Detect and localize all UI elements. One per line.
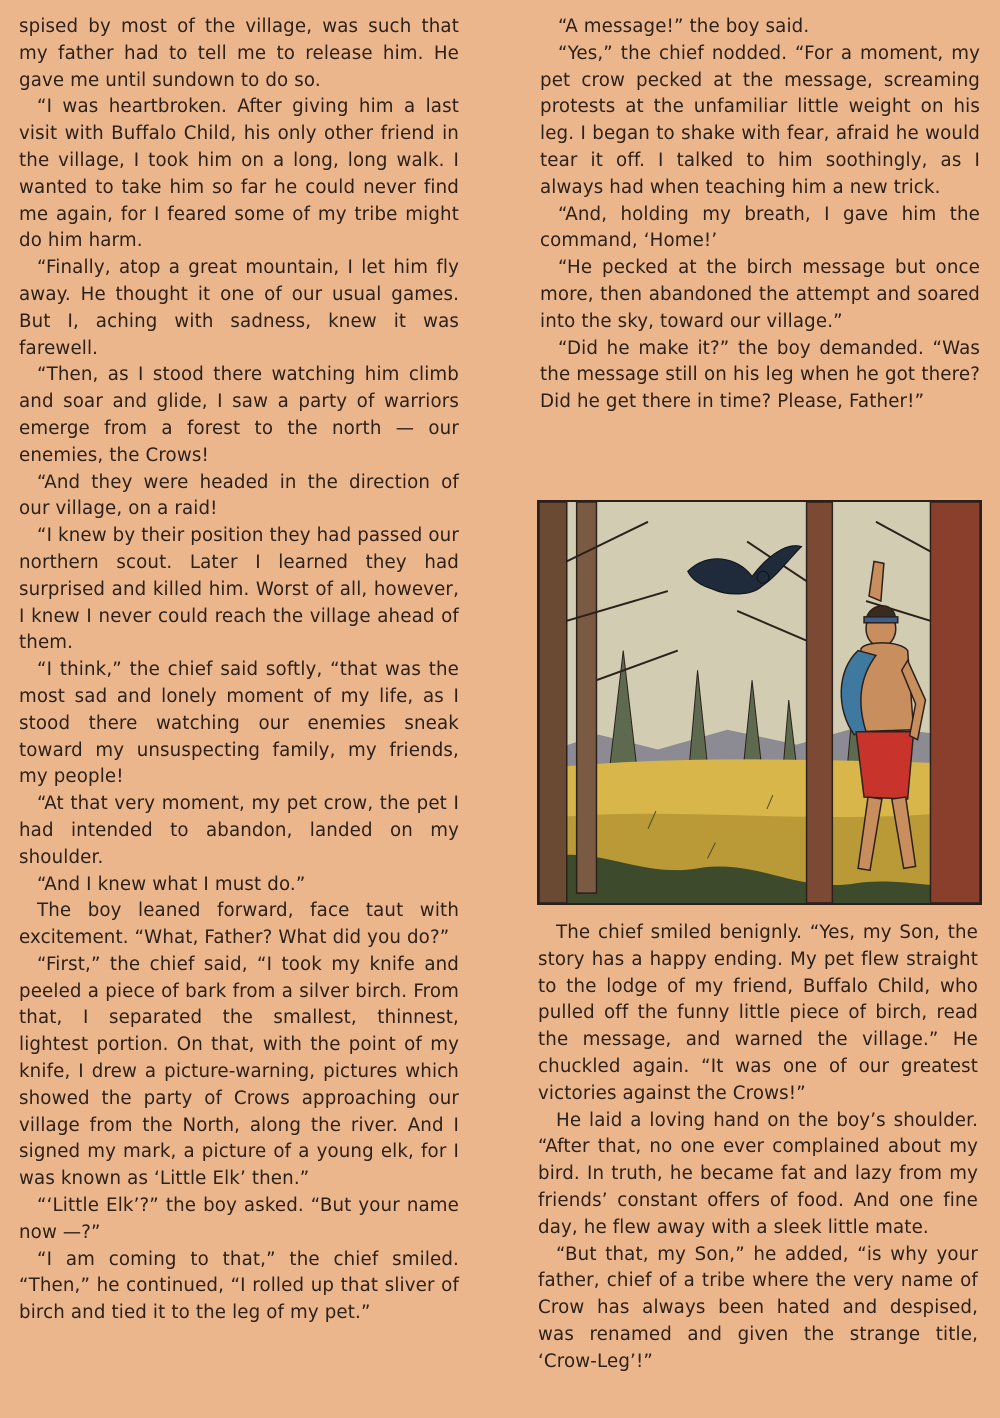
left-text-column (19, 14, 459, 1327)
paragraph: “I am coming to that,” the chief smiled. “Then,” he continued, “I rolled up that sliver of birch and tied it to the leg of my pet.” (19, 1248, 459, 1324)
paragraph: “I was heartbroken. After giving him a last visit with Buffalo Child, his only other friend in the village, I took him on a long, long walk. I wanted to take him so far he could never find me again, for I feared some of my tribe might do him harm. (19, 96, 459, 252)
paragraph: “Finally, atop a great mountain, I let him fly away. He thought it one of our usual games. But I, aching with sadness, knew it was farewell. (19, 257, 459, 359)
right-text-column-top (540, 14, 980, 416)
paragraph: “Did he make it?” the boy demanded. “Was the message still on his leg when he got there? Did he get there in time? Please, Father!” (540, 337, 980, 413)
paragraph: He laid a loving hand on the boy’s shoulder. “After that, no one ever complained about my bird. In truth, he became fat and lazy from my friends’ constant offers of food. And one fine day, he flew away with a sleek little mate. (538, 1109, 978, 1238)
paragraph: “At that very moment, my pet crow, the pet I had intended to abandon, landed on my shoulder. (19, 793, 459, 868)
illustration-panel (537, 500, 982, 905)
paragraph: “I think,” the chief said softly, “that was the most sad and lonely moment of my life, as I stood there watching our enemies sneak toward my unsuspecting family, my friends, my people! (19, 659, 459, 788)
paragraph: spised by most of the village, was such that my father had to tell me to release him. He gave me until sundown to do so. (19, 16, 459, 91)
paragraph: “And, holding my breath, I gave him the command, ‘Home!’ (540, 203, 980, 252)
right-text-column-bottom (538, 920, 978, 1376)
paragraph: The chief smiled benignly. “Yes, my Son, the story has a happy ending. My pet flew straight to the lodge of my friend, Buffalo Child, who pulled off the funny little piece of birch, read the message, and warned the village.” He chuckled again. “It was one of our greatest victories against the Crows!” (538, 922, 978, 1104)
paragraph: The boy leaned forward, face taut with excitement. “What, Father? What did you do?” (19, 900, 459, 949)
paragraph: “First,” the chief said, “I took my knife and peeled a piece of bark from a silver birch. From that, I separated the smallest, thinnest, lightest portion. On that, with the point of my knife, I drew a picture-warning, pictures which showed the party of Crows approaching our village from the North, along the river. And I signed my mark, a picture of a young elk, for I was known as ‘Little Elk’ then.” (19, 953, 459, 1190)
paragraph: “I knew by their position they had passed our northern scout. Later I learned they had surprised and killed him. Worst of all, however, I knew I never could reach the village ahead of them. (19, 525, 459, 654)
paragraph: “And they were headed in the direction of our village, on a raid! (19, 471, 459, 520)
paragraph: “And I knew what I must do.” (37, 873, 306, 895)
paragraph: “Yes,” the chief nodded. “For a moment, my pet crow pecked at the message, screaming protests at the unfamiliar little weight on his leg. I began to shake with fear, afraid he would tear it off. I talked to him soothingly, as I always had when teaching him a new trick. (540, 42, 980, 198)
paragraph: “Then, as I stood there watching him climb and soar and glide, I saw a party of warriors emerge from a forest to the north — our enemies, the Crows! (19, 364, 459, 466)
paragraph: “A message!” the boy said. (558, 16, 810, 37)
paragraph: “He pecked at the birch message but once more, then abandoned the attempt and soared into the sky, toward our village.” (540, 257, 980, 332)
boy-and-crow-illustration (539, 502, 980, 903)
paragraph: “But that, my Son,” he added, “is why your father, chief of a tribe where the very name of Crow has always been hated and despised, was renamed and given the strange title, ‘Crow-Leg’!” (538, 1243, 978, 1372)
paragraph: “‘Little Elk’?” the boy asked. “But your name now —?” (19, 1195, 459, 1243)
